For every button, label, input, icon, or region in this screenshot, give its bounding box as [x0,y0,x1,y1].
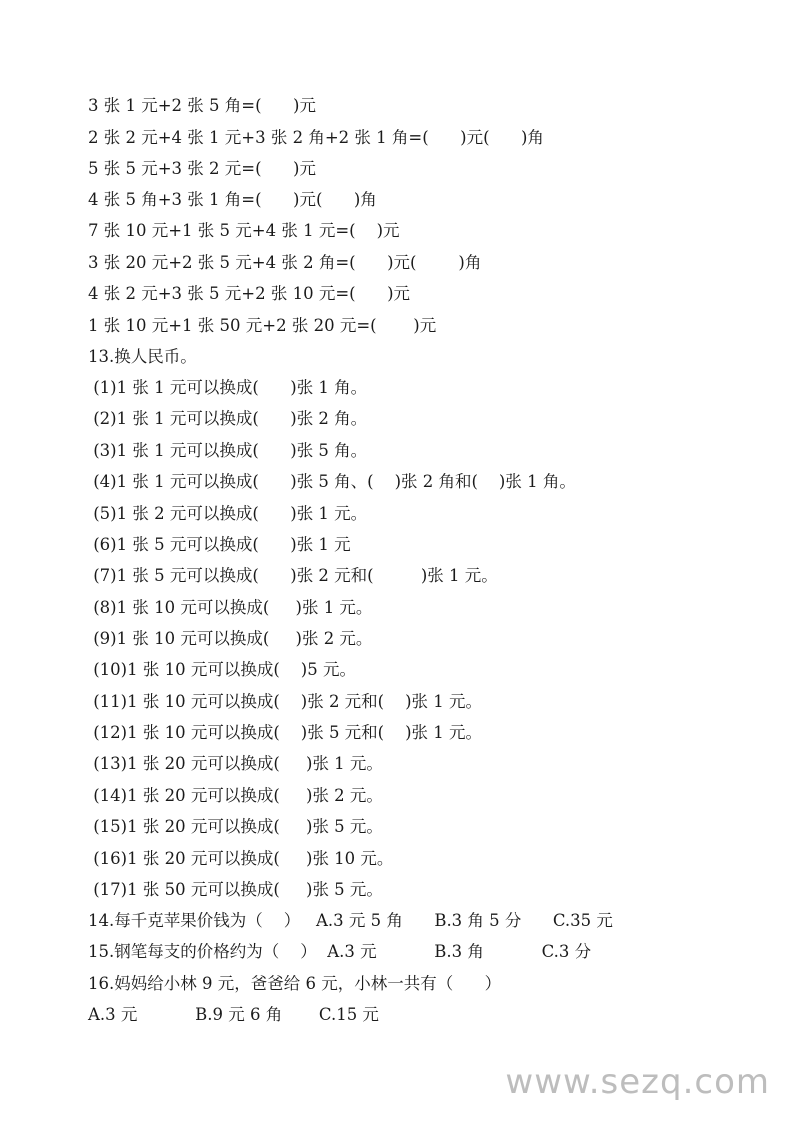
exchange-item-14: (14)1 张 20 元可以换成( )张 2 元。 [88,786,383,805]
exchange-item-8: (8)1 张 10 元可以换成( )张 1 元。 [88,598,373,617]
exchange-item-17: (17)1 张 50 元可以换成( )张 5 元。 [88,880,383,899]
money-sum-line-2: 2 张 2 元+4 张 1 元+3 张 2 角+2 张 1 角=( )元( )角 [88,128,544,147]
exchange-item-11: (11)1 张 10 元可以换成( )张 2 元和( )张 1 元。 [88,692,483,711]
money-sum-line-3: 5 张 5 元+3 张 2 元=( )元 [88,159,316,178]
exchange-item-5: (5)1 张 2 元可以换成( )张 1 元。 [88,504,368,523]
money-sum-line-8: 1 张 10 元+1 张 50 元+2 张 20 元=( )元 [88,316,437,335]
exchange-item-6: (6)1 张 5 元可以换成( )张 1 元 [88,535,351,554]
money-sum-line-4: 4 张 5 角+3 张 1 角=( )元( )角 [88,190,377,209]
money-sum-line-6: 3 张 20 元+2 张 5 元+4 张 2 角=( )元( )角 [88,253,482,272]
exchange-item-10: (10)1 张 10 元可以换成( )5 元。 [88,660,356,679]
question-13-title: 13.换人民币。 [88,347,197,366]
watermark-text: www.sezq.com [505,1062,770,1102]
money-sum-line-7: 4 张 2 元+3 张 5 元+2 张 10 元=( )元 [88,284,411,303]
exchange-item-15: (15)1 张 20 元可以换成( )张 5 元。 [88,817,383,836]
question-14: 14.每千克苹果价钱为（ ） A.3 元 5 角 B.3 角 5 分 C.35 元 [88,911,613,930]
question-16: 16.妈妈给小林 9 元，爸爸给 6 元，小林一共有（ ） [88,974,502,993]
exchange-item-9: (9)1 张 10 元可以换成( )张 2 元。 [88,629,373,648]
exchange-item-13: (13)1 张 20 元可以换成( )张 1 元。 [88,754,383,773]
exchange-item-4: (4)1 张 1 元可以换成( )张 5 角、( )张 2 角和( )张 1 角。 [88,472,576,491]
exchange-item-2: (2)1 张 1 元可以换成( )张 2 角。 [88,409,368,428]
exchange-item-7: (7)1 张 5 元可以换成( )张 2 元和( )张 1 元。 [88,566,498,585]
money-sum-line-5: 7 张 10 元+1 张 5 元+4 张 1 元=( )元 [88,221,400,240]
exchange-item-1: (1)1 张 1 元可以换成( )张 1 角。 [88,378,368,397]
exchange-item-3: (3)1 张 1 元可以换成( )张 5 角。 [88,441,368,460]
money-sum-line-1: 3 张 1 元+2 张 5 角=( )元 [88,96,316,115]
exchange-item-12: (12)1 张 10 元可以换成( )张 5 元和( )张 1 元。 [88,723,483,742]
question-15: 15.钢笔每支的价格约为（ ） A.3 元 B.3 角 C.3 分 [88,942,592,961]
exchange-item-16: (16)1 张 20 元可以换成( )张 10 元。 [88,849,394,868]
question-16-options: A.3 元 B.9 元 6 角 C.15 元 [88,1005,379,1024]
